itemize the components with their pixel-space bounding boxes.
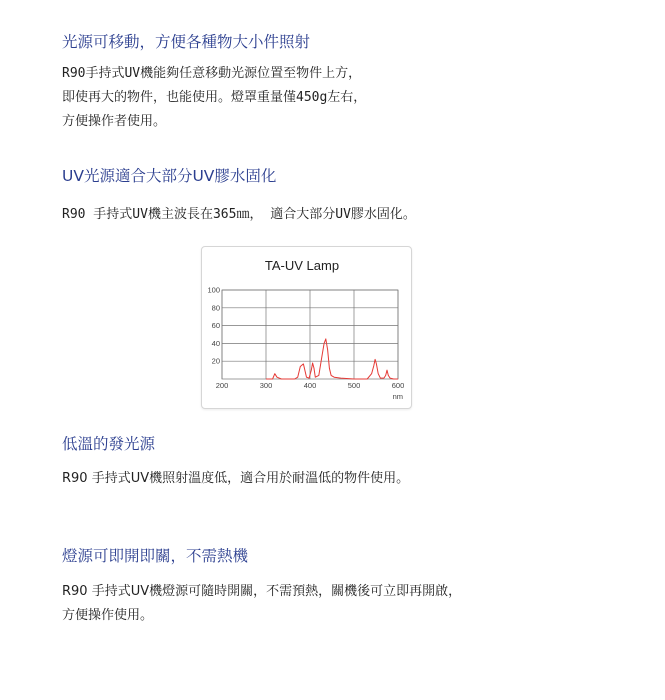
- x-tick-label: 200: [215, 381, 229, 390]
- text-line: R90 手持式UV機燈源可隨時開關，不需預熱，關機後可立即再開啟，: [62, 584, 462, 599]
- uv-spectrum-chart: [201, 246, 412, 409]
- section-text-low-temp: [62, 467, 409, 491]
- x-tick-label: 500: [347, 381, 361, 390]
- text-line: R90手持式UV機能夠任意移動光源位置至物件上方，: [62, 66, 362, 81]
- section-heading-low-temp: 低溫的發光源: [62, 435, 156, 453]
- section-text-instant-on: [62, 580, 461, 628]
- section-heading-movable-light: 光源可移動，方便各種物大小件照射: [62, 33, 311, 51]
- x-tick-label: 300: [259, 381, 273, 390]
- section-heading-uv-curing: UV光源適合大部分UV膠水固化: [62, 167, 277, 185]
- text-line: R90 手持式UV機照射溫度低，適合用於耐溫低的物件使用。: [62, 471, 410, 486]
- x-axis-label: nm: [392, 392, 403, 401]
- text-line: 方便操作使用。: [62, 608, 154, 623]
- chart-grid: [222, 290, 398, 379]
- text-line: R90 手持式UV機主波長在365㎚， 適合大部分UV膠水固化。: [62, 207, 416, 222]
- x-tick-label: 600: [391, 381, 405, 390]
- y-tick-label: 80: [211, 303, 220, 313]
- y-tick-label: 20: [211, 356, 220, 366]
- y-tick-label: 100: [207, 285, 220, 295]
- x-tick-label: 400: [303, 381, 317, 390]
- chart-series: [266, 339, 398, 379]
- chart-title: TA-UV Lamp: [264, 258, 340, 273]
- text-line: 即使再大的物件，也能使用。燈罩重量僅450g左右，: [62, 90, 367, 105]
- spectrum-line: [266, 339, 398, 379]
- y-tick-label: 40: [211, 338, 220, 348]
- chart-svg: [202, 247, 411, 408]
- section-heading-instant-on: 燈源可即開即關，不需熱機: [62, 547, 249, 565]
- section-text-uv-curing: [62, 203, 416, 227]
- section-text-movable-light: [62, 62, 366, 134]
- text-line: 方便操作者使用。: [62, 114, 167, 129]
- y-tick-label: 60: [211, 321, 220, 331]
